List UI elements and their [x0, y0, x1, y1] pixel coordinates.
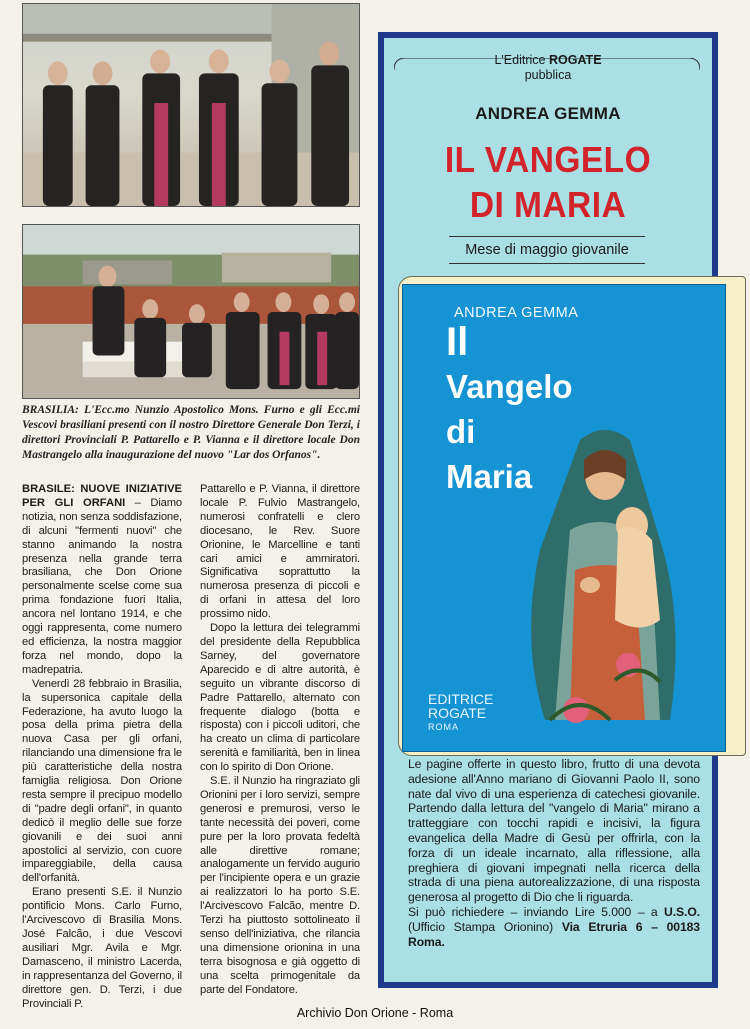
article-paragraph: Erano presenti S.E. il Nunzio pontificio Mons. Carlo Furno, l'Arcivescovo di Brasilia Mons. José Falcão, i due Vescovi ausiliari Mgr. Avila e Mgr. Damasceno, il ministro Lacerda, in rappresentanza del Governo, il direttore gen. D. Terzi, i due Provinciali P. [22, 886, 182, 1010]
archive-footer: Archivio Don Orione - Roma [296, 1006, 454, 1020]
cover-title-line: Vangelo [446, 368, 573, 405]
article-paragraph: Dopo la lettura dei telegrammi del presidente della Repubblica Sarney, del governatore Aparecido e di altre autorità, è seguito un vibrante discorso di Padre Pattarello, alternato con frequente dialogo (botta e risposta) con i piccoli uditori, che ha creato un clima di particolare serenità e familiarità, ben in linea con lo spirito di Don Orione. [200, 622, 360, 774]
photo-ceremony-image [23, 225, 359, 398]
madonna-statue-illustration [510, 420, 700, 750]
cover-publisher-line: EDITRICE [428, 691, 494, 707]
article-paragraph: Pattarello e P. Vianna, il direttore locale P. Fulvio Mastrangelo, numerosi confratelli e clero diocesano, le Rev. Suore Orionine, le Marcelline e tanti cari amici e ammiratori. Significativa soprattutto la numerosa presenza di piccoli e di orfani in attesa del loro prossimo nido. [200, 483, 360, 621]
cover-author: ANDREA GEMMA [454, 305, 579, 321]
ad-author: ANDREA GEMMA [475, 104, 621, 123]
article-paragraph: S.E. il Nunzio ha ringraziato gli Orionini per i loro servizi, sempre generosi e premurosi, verso le tante necessità dei poveri, come pure per la loro provata fedeltà alle direttive romane; analogamente un fervido augurio per l'incipiente opera e un grazie ai realizzatori lo ha porto S.E. l'Arcivescovo Falcão, mentre D. Terzi ha piuttosto sottolineato il senso dell'iniziativa, che rilancia una dimensione orionina in una terra bisognosa e già oggetto di una scelta primogenitale da parte del Fondatore. [200, 775, 360, 996]
ad-publisher [384, 53, 712, 83]
publisher-name: ROGATE [548, 53, 602, 67]
article-heading: BRASILE: NUOVE INIZIATIVE PER GLI ORFANI [22, 483, 182, 509]
ad-description [408, 757, 700, 949]
publisher-prefix: L'Editrice [494, 53, 546, 67]
photo-clergy-group-image [23, 4, 359, 206]
cover-publisher [428, 692, 493, 734]
article-paragraph: Venerdì 28 febbraio in Brasilia, la supersonica capitale della Federazione, ha avuto luogo la posa della prima pietra della nuova Casa per gli orfani, rilanciando una dimensione fra le più caratteristiche della nostra famiglia religiosa. Don Orione resta sempre il precipuo modello di "padre degli orfani", in quanto dedicò il meglio delle sue forze giovanili e dei suoi anni apostolici al servizio, con cuore impareggiabile, della causa dell'orfanità. [22, 677, 182, 885]
ad-order-info [408, 905, 700, 949]
ad-title-line-1: IL VANGELO [444, 139, 652, 180]
order-prefix: Si può richiedere – inviando Lire 5.000 – a [408, 904, 658, 919]
cover-publisher-line: ROGATE [428, 705, 487, 721]
order-address: Via Etruria 6 – 00183 Roma. [408, 919, 700, 949]
article-column-2 [200, 483, 360, 998]
article-paragraph: BRASILE: NUOVE INIZIATIVE PER GLI ORFANI – Diamo notizia, non senza soddisfazione, di alcuni "fermenti nuovi" che stanno animando la nostra presenza nella grande terra brasiliana, che Don Orione personalmente scelse come sua prima fondazione fuori Italia, ancora nel lontano 1914, e che oggi rappresenta, come numero ed efficienza, la nostra maggior forza nel mondo, dopo la madrepatria. [22, 483, 182, 676]
cover-title-line: Maria [446, 458, 533, 495]
order-detail: (Ufficio Stampa Orionino) [408, 919, 554, 934]
ad-description-text: Le pagine offerte in questo libro, frutto di una devota adesione all'Anno mariano di Giovanni Paolo II, sono nate dal vivo di una esperienza di catechesi giovanile. Partendo dalla lettura del "vangelo di Maria" mirano a tratteggiare con tocchi rapidi e incisivi, la figura evangelica della Madre di Gesù per offrirla, con la forza di un ideale incarnato, alla riflessione, alla preghiera di giovani impegnati nella ricerca della strada di una piena autorealizzazione, di una risposta generosa al progetto di Dio che li riguarda. [408, 757, 700, 905]
cover-title-line: di [446, 413, 476, 450]
article-column-1 [22, 483, 182, 1011]
photo-ceremony [22, 224, 360, 399]
photo-caption: BRASILIA: L'Ecc.mo Nunzio Apostolico Mons. Furno e gli Ecc.mi Vescovi brasiliani presenti con il nostro Direttore Generale Don Terzi, i direttori Provinciali P. Pattarello e P. Vianna e il direttore locale Don Mastrangelo alla inaugurazione del nuovo "Lar dos Orfanos". [22, 404, 360, 461]
cover-publisher-city: ROMA [428, 722, 459, 732]
cover-title-line: Il [446, 320, 469, 364]
publisher-suffix: pubblica [524, 68, 572, 82]
ad-subtitle: Mese di maggio giovanile [449, 236, 645, 264]
ad-title-line-2: DI MARIA [469, 184, 627, 225]
article-text: Diamo notizia, non senza soddisfazione, di alcuni "fermenti nuovi" che stanno animando la nostra presenza nella grande terra brasiliana, che Don Orione personalmente scelse come sua prima fondazione fuori Italia, ancora nel lontano 1914, e che oggi rappresenta, come numero ed efficienza, la nostra maggior forza nel mondo, dopo la madrepatria. [22, 496, 182, 676]
photo-clergy-group [22, 3, 360, 207]
order-org: U.S.O. [664, 904, 700, 919]
